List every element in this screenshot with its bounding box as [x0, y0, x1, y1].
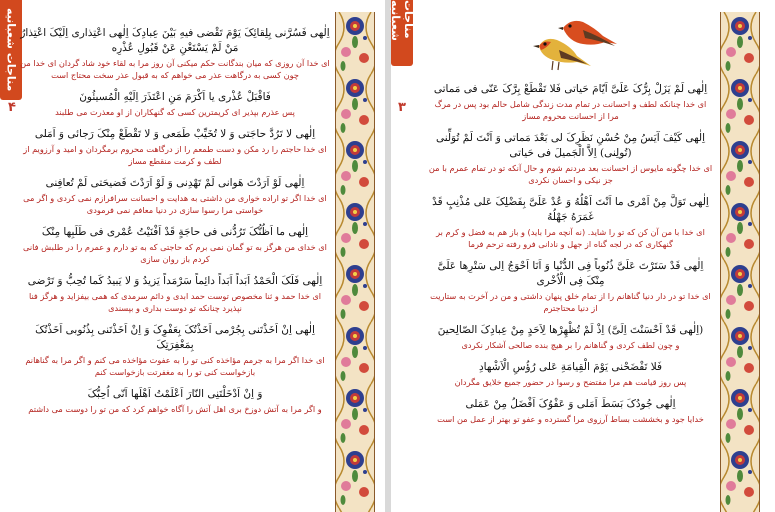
arabic-text: اِلٰهی لَمْ یَزَلْ بِرُّکَ عَلَیَّ اَیّامَ حَیاتی فَلا تَقْطَعْ بِرَّکَ عَنّی فی مَماتی — [433, 83, 708, 95]
page-number: ۳ — [398, 100, 406, 115]
arabic-text: اِلٰهی لَوْ اَرَدْتَ هَوانی لَمْ تَهْدِنی وَ لَوْ اَرَدْتَ فَضیحَتی لَمْ تُعافِنی — [45, 177, 305, 189]
page-number: ۴ — [8, 100, 16, 115]
prayer-verse — [428, 259, 713, 314]
arabic-text: اِلٰهی لا تَرُدَّ حاجَتی وَ لا تُخَیِّبْ طَمَعی وَ لا تَقْطَعْ مِنْکَ رَجائی وَ اَمَلی — [34, 128, 316, 140]
header-tab — [391, 0, 413, 66]
persian-translation: خدایا جود و بخششت بساط آرزوی مرا گسترده و عفو تو بهتر از عمل من است — [437, 414, 704, 424]
arabic-text: اِلٰهی جُودُکَ بَسَطَ اَمَلی وَ عَفْوُکَ اَفْضَلُ مِنْ عَمَلی — [465, 398, 676, 410]
persian-translation: پس عذرم بپذیر ای کریمترین کسی که گنهکاران از او معذرت می طلبند — [55, 107, 295, 117]
prayer-verse — [20, 225, 330, 265]
arabic-text: (اِلٰهی قَدْ اَحْسَنْتَ اِلَیَّ) اِذْ لَمْ تُظْهِرْها لِاَحَدٍ مِنْ عِبادِکَ الصّالِحینَ — [437, 324, 704, 336]
floral-border-icon — [335, 12, 375, 512]
prayer-verse — [428, 323, 713, 351]
header-tab-label: مناجات شعبانیه — [389, 0, 415, 41]
prayer-verse — [20, 274, 330, 314]
arabic-text: اِلٰهی قَدْ سَتَرْتَ عَلَیَّ ذُنُوباً فِی الدُّنْیا وَ اَنَا اَحْوَجُ اِلی سَتْرِها عَلَیَّ مِنْکَ فِی الْاُخْری — [437, 260, 704, 287]
persian-translation: پس روز قیامت هم مرا مفتضح و رسوا در حضور جمیع خلایق مگردان — [454, 377, 687, 387]
persian-translation: ای خدا با من آن کن که تو را شاید. (نه آنچه مرا باید) و باز هم به فضل و کرم بر گنهکاری که در لجه گناه از جهل و نادانی فرو رفته ترحم فرما — [436, 227, 705, 249]
arabic-text: اِلٰهی ما اَظُنُّکَ تَرُدُّنی فی حاجَةٍ قَدْ اَفْنَیْتُ عُمْری فی طَلَبِها مِنْکَ — [41, 226, 309, 238]
persian-translation: ای خدا چگونه مایوس از احسانت بعد مردنم شوم و حال آنکه تو در تمام عمرم با من جز نیکی و احسان نکردی — [428, 163, 713, 185]
floral-border — [720, 12, 760, 512]
prayer-verse — [428, 195, 713, 250]
persian-translation: ای خدا آن روزی که میان بندگانت حکم میکنی آن روز مرا به لقاء خود شاد گردان ای خدا من چون کسی به درگاهت عذر می خواهم که به قبول عذر سخت محتاج است — [20, 58, 330, 80]
arabic-text: اِلٰهی اِنْ اَخَذْتَنی بِجُرْمی اَخَذْتُکَ بِعَفْوِکَ وَ اِنْ اَخَذْتَنی بِذُنُوبی اَخَذْتُکَ بِمَغْفِرَتِکَ — [35, 324, 315, 351]
arabic-text: اِلٰهی فَسُرَّنی بِلِقائِکَ یَوْمَ تَقْضی فیهِ بَیْنَ عِبادِکَ اِلٰهی اعْتِذاری اِلَیْکَ اعْتِذارُ مَنْ لَمْ یَسْتَغْنِ عَنْ قَبُولِ عُذْرِه — [20, 27, 330, 54]
floral-border-icon — [720, 12, 760, 512]
prayer-verse — [428, 82, 713, 122]
persian-translation: ای خدای من هرگز به تو گمان نمی برم که حاجتی که به تو دارم و عمرم را در طلبش فانی کردم باز روان سازی — [23, 242, 327, 264]
persian-translation: و چون لطف کردی و گناهانم را بر هیچ بنده صالحی آشکار نکردی — [461, 340, 680, 350]
prayer-verse — [428, 360, 713, 388]
prayer-verse — [20, 387, 330, 415]
prayer-verse — [20, 90, 330, 118]
persian-translation: ای خدا چنانکه لطف و احسانت در تمام مدت زندگی شامل حالم بود پس در مرگ مرا از احسانت محروم مساز — [434, 99, 707, 121]
prayer-text — [428, 82, 713, 434]
prayer-verse — [20, 127, 330, 167]
persian-translation: ای خدا تو در دار دنیا گناهانم را از تمام خلق پنهان داشتی و من در آخرت به ستاریت از دنیا محتاجترم — [430, 291, 711, 313]
persian-translation: ای خدا اگر مرا به جرمم مؤاخذه کنی تو را به عفوت مؤاخذه می کنم و اگر مرا به گناهانم بازخواست کنی تو را به مغفرتت بازخواست کنم — [25, 355, 325, 377]
arabic-text: اِلٰهی کَیْفَ آیَسُ مِنْ حُسْنِ نَظَرِکَ لی بَعْدَ مَماتی وَ اَنْتَ لَمْ تُوَلِّنی (تُولِنی) اِلاَّ الْجَمیلَ فی حَیاتی — [435, 132, 706, 159]
prayer-text — [20, 26, 330, 424]
bird-illustration-icon — [525, 6, 621, 78]
floral-border — [335, 12, 375, 512]
header-tab-label: مناجات شعبانیه — [4, 8, 18, 92]
persian-translation: ای خدا اگر تو اراده خواری من داشتی به هدایت و احسانت سرافرازم نمی کردی و اگر می خواستی مرا رسوا سازی در دنیا معافم نمی فرمودی — [23, 193, 327, 215]
header-tab — [0, 0, 22, 100]
arabic-text: اِلٰهی تَوَلَّ مِنْ اَمْری ما اَنْتَ اَهْلُهُ وَ عُدْ عَلَیَّ بِفَضْلِکَ عَلی مُذْنِبٍ قَدْ غَمَرَهُ جَهْلُهُ — [432, 196, 709, 223]
persian-translation: ای خدا حمد و ثنا مخصوص توست حمد ابدی و دائم سرمدی که همی بیفزاید و هرگز فنا نپذیرد چنانکه تو دوست بداری و بپسندی — [28, 291, 322, 313]
left-page — [0, 0, 385, 512]
arabic-text: فَلا تَفْضَحْنی یَوْمَ الْقِیامَةِ عَلی رُؤُسِ الْاَشْهادِ — [478, 361, 663, 373]
prayer-verse — [20, 323, 330, 378]
prayer-verse — [428, 131, 713, 186]
prayer-verse — [20, 26, 330, 81]
page-gutter — [385, 0, 391, 512]
arabic-text: فَاقْبَلْ عُذْری یا اَکْرَمَ مَنِ اعْتَذَرَ اِلَیْهِ الْمُسیئُونَ — [79, 91, 271, 103]
arabic-text: اِلٰهی فَلَکَ الْحَمْدُ اَبَداً اَبَداً دائِماً سَرْمَداً یَزیدُ وَ لا یَبیدُ کَما تُحِبُّ وَ تَرْضی — [27, 275, 323, 287]
persian-translation: و اگر مرا به آتش دوزخ بری اهل آتش را آگاه خواهم کرد که من تو را دوست می داشتم — [28, 404, 322, 414]
persian-translation: ای خدا حاجتم را رد مکن و دست طمعم را از درگاهت محروم برمگردان و امید و آرزویم از لطف و کرمت منقطع مساز — [23, 144, 327, 166]
arabic-text: وَ اِنْ اَدْخَلْتَنِی النّارَ اَعْلَمْتُ اَهْلَها اَنّی اُحِبُّکَ — [87, 388, 263, 400]
prayer-verse — [20, 176, 330, 216]
prayer-verse — [428, 397, 713, 425]
